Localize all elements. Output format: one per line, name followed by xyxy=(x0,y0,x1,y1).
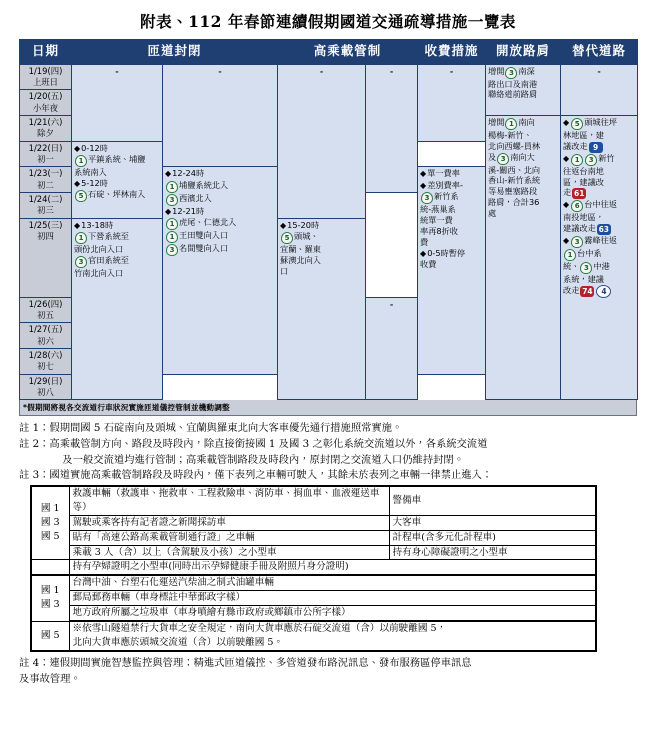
ramp-a-time1: 0-12時 xyxy=(81,142,108,153)
sm-e: 及 xyxy=(488,151,497,162)
highway-badge-icon: 5 xyxy=(571,118,583,130)
shoulder-top-c: 路出口及南港 xyxy=(488,78,538,89)
alt-i3a: 台中往返 xyxy=(584,199,617,210)
note-3 xyxy=(19,468,637,484)
alt-i4a: 霧峰往返 xyxy=(584,235,617,246)
hov-a-i2: 官田系統至 xyxy=(88,255,129,265)
header-date: 日期 xyxy=(20,40,72,65)
vehicle-left-3: 貼有「高速公路高乘載管制通行證」之車輛 xyxy=(69,530,389,545)
hov-a-i2b: 竹南北向入口 xyxy=(74,268,124,278)
hov-b-i1d: 口 xyxy=(280,265,289,276)
toll-l1: 單一費率 xyxy=(427,168,460,179)
toll-l2f: 費 xyxy=(420,236,429,247)
sm-d: 北向西螺-員林 xyxy=(488,140,541,151)
date-value: 1/27(五) xyxy=(28,324,63,335)
table-row xyxy=(31,515,596,530)
highway-badge-icon: 5 xyxy=(281,232,293,244)
highway-badge-icon: 3 xyxy=(421,192,433,204)
hov-a-i1: 下營系統至 xyxy=(88,231,129,242)
shoulder-top-cell xyxy=(486,64,561,115)
date-value: 1/19(四) xyxy=(28,65,63,76)
table-row xyxy=(31,621,596,651)
route-shield-icon: 74 xyxy=(582,287,593,297)
bullet-icon: ◆ xyxy=(563,200,570,210)
date-note: 初五 xyxy=(37,309,54,320)
ramp-b-cell xyxy=(163,167,278,374)
bullet-icon: ◆ xyxy=(420,180,427,190)
note-3-label: 註 3： xyxy=(19,469,50,482)
note-2-label: 註 2： xyxy=(19,438,50,451)
alt-i2d: 走 xyxy=(563,187,572,198)
highway-badge-icon: 1 xyxy=(571,154,583,166)
route-shield-icon: 4 xyxy=(596,285,611,298)
table-row xyxy=(31,606,596,621)
ramp-b-time2: 12-21時 xyxy=(172,205,205,216)
header-shoulder: 開放路肩 xyxy=(486,40,561,65)
date-cell xyxy=(20,141,72,167)
table-row xyxy=(31,560,596,575)
shoulder-top-b: 南深 xyxy=(518,65,535,76)
vehicle-right-3: 計程車(含多元化計程車) xyxy=(389,530,596,545)
ramp-a-time2: 5-12時 xyxy=(81,177,108,188)
bullet-icon: ◆ xyxy=(74,220,81,230)
ramp-b-dash: - xyxy=(163,64,278,167)
note-4-label: 註 4： xyxy=(19,656,50,669)
toll-l2b: 新竹系 xyxy=(434,191,459,202)
route-shield-icon: 61 xyxy=(574,189,585,199)
vehicle-right-4: 持有身心障礙證明之小型車 xyxy=(389,545,596,560)
shoulder-top-d: 聯絡道前路肩 xyxy=(488,89,538,100)
date-note: 初三 xyxy=(37,205,54,216)
date-cell xyxy=(20,115,72,141)
date-value: 1/24(二) xyxy=(28,193,63,204)
vehicle-full-row: 持有孕婦證明之小型車(同時出示孕婦健康手冊及附照片身分證明) xyxy=(69,560,596,575)
date-value: 1/21(六) xyxy=(28,116,63,127)
alt-i4c: 統、 xyxy=(563,261,580,272)
note-2-line-1: 高乘載管制方向、路段及時段內，除直接銜接國 1 及國 3 之彰化系統交流道以外，各系統交流道 xyxy=(49,438,488,451)
header-ramp-closure: 匝道封閉 xyxy=(72,40,278,65)
vehicle-left-2: 駕駛或乘客持有記者證之新聞採訪車 xyxy=(69,515,389,530)
ramp-b-i3: 虎尾、仁德北入 xyxy=(179,217,237,228)
date-note: 初四 xyxy=(37,230,54,241)
bullet-icon: ◆ xyxy=(563,153,570,163)
bullet-icon: ◆ xyxy=(420,169,427,179)
note-3-text: 國道實施高乘載管制路段及時段內，僅下表列之車輛可駛入，其餘未於表列之車輛一律禁止進入： xyxy=(49,469,493,482)
toll-l2e: 率再8折收 xyxy=(420,226,458,236)
note-1 xyxy=(19,421,637,437)
spacer-cell xyxy=(31,560,69,575)
sm-i: 等易壅塞路段 xyxy=(488,186,538,197)
alt-i2a: 新竹 xyxy=(598,152,615,163)
vehicle-row3-line-2: 北向大貨車應於頭城交流道（含）以前駛離國 5。 xyxy=(72,637,284,648)
sm-f: 南向大 xyxy=(510,151,535,162)
table-row xyxy=(20,64,638,90)
main-table-wrapper xyxy=(0,39,656,400)
note-4-line-2: 及事故管理。 xyxy=(19,672,81,685)
note-2-line-2: 及一般交流道均進行管制；高乘載管制路段及時段內，原封閉之交流道入口仍維持封閉。 xyxy=(62,453,464,466)
bullet-icon: ◆ xyxy=(74,143,81,153)
vehicle-group-2 xyxy=(31,575,69,621)
sm-g: 溪-關西、北向 xyxy=(488,164,541,175)
group-2-line-2: 國 3 xyxy=(40,599,60,611)
date-value: 1/28(六) xyxy=(28,350,63,360)
hov-b-i1: 頭城、 xyxy=(294,231,319,242)
highway-badge-icon: 3 xyxy=(166,194,178,206)
alt-i4f: 改走 xyxy=(563,285,580,296)
hov-b-cell xyxy=(278,218,366,400)
bullet-icon: ◆ xyxy=(420,248,427,258)
route-shield-icon: 9 xyxy=(589,142,603,153)
ramp-a-line2: 系統南入 xyxy=(74,167,107,178)
highway-badge-icon: 1 xyxy=(75,232,87,244)
note-1-text: 假期間國 5 石碇南向及頭城、宜蘭與羅東北向大客車優先通行措施照常實施。 xyxy=(49,422,403,435)
toll-l2c: 統-燕巢系 xyxy=(420,204,456,215)
highway-badge-icon: 1 xyxy=(564,249,576,261)
toll-cell xyxy=(418,167,486,374)
vehicle-group-1 xyxy=(31,486,69,560)
sm-h: 香山-新竹系統 xyxy=(488,175,541,186)
date-note: 除夕 xyxy=(37,128,54,139)
sm-k: 處 xyxy=(488,207,497,218)
bullet-icon: ◆ xyxy=(280,220,287,230)
alt-i1a: 頭城往坪 xyxy=(584,116,617,127)
date-value: 1/29(日) xyxy=(28,375,63,386)
toll-l3b: 收費 xyxy=(420,259,437,270)
alt-i2b: 往返台南地 xyxy=(563,165,604,176)
ramp-a-cell xyxy=(72,141,163,218)
ramp-b-i4: 王田雙向入口 xyxy=(179,230,229,241)
group-2-line-1: 國 1 xyxy=(40,585,60,597)
toll-l2d: 統單一費 xyxy=(420,215,453,226)
vehicle-row2-1: 台灣中油、台塑石化運送汽柴油之制式油罐車輛 xyxy=(69,575,596,590)
highway-badge-icon: 1 xyxy=(75,155,87,167)
date-cell xyxy=(20,374,72,400)
date-note: 初七 xyxy=(37,361,54,372)
alt-i4e: 系統，建議 xyxy=(563,274,604,285)
vehicle-right-2: 大客車 xyxy=(389,515,596,530)
date-note: 初八 xyxy=(37,387,54,398)
date-value: 1/26(四) xyxy=(28,298,63,309)
table-row xyxy=(31,575,596,590)
table-row xyxy=(31,591,596,606)
ramp-b-i5: 名間雙向入口 xyxy=(179,243,229,254)
note-2 xyxy=(19,437,637,468)
sm-a: 增開 xyxy=(488,116,505,127)
alternate-dash: - xyxy=(561,64,638,115)
note-4 xyxy=(0,652,656,688)
hov-a-cell xyxy=(72,218,163,400)
group-1-line-3: 國 5 xyxy=(40,531,60,543)
hov-a-time: 13-18時 xyxy=(81,219,114,230)
hov-a-dash: - xyxy=(278,64,366,218)
vehicle-row2-3: 地方政府所屬之垃圾車（車身噴繪有縣市政府或鄉鎮市公所字樣） xyxy=(69,606,596,621)
date-value: 1/20(五) xyxy=(28,91,63,102)
ramp-a-line1: 平鎮系統、埔鹽 xyxy=(88,154,146,165)
group-1-line-2: 國 3 xyxy=(40,517,60,528)
highway-badge-icon: 1 xyxy=(505,118,517,130)
date-cell xyxy=(20,90,72,116)
toll-l3a: 0-5時暫停 xyxy=(427,247,466,258)
vehicle-left-1: 救護車輛（救護車、拖救車、工程救險車、消防車、捐血車、血液運送車等） xyxy=(69,486,389,515)
date-cell xyxy=(20,192,72,218)
highway-badge-icon: 1 xyxy=(166,231,178,243)
toll-dash: - xyxy=(418,64,486,141)
ramp-a-line3: 石碇、坪林南入 xyxy=(88,189,146,200)
toll-l2a: 差別費率- xyxy=(427,179,463,190)
bullet-icon: ◆ xyxy=(165,169,172,179)
group-1-line-1: 國 1 xyxy=(40,502,60,514)
note-2-text xyxy=(49,437,637,468)
date-cell xyxy=(20,323,72,349)
asterisk-note: *假期間將視各交流道行車狀況實施匝道儀控管制並機動調整 xyxy=(19,400,637,416)
sm-c: 楊梅-新竹、 xyxy=(488,129,532,140)
date-cell xyxy=(20,218,72,297)
alt-i3b: 南投地區， xyxy=(563,212,604,223)
date-value: 1/25(三) xyxy=(28,219,63,230)
hov-b-dash: - xyxy=(366,64,418,192)
vehicle-row3 xyxy=(69,621,596,651)
highway-badge-icon: 3 xyxy=(75,256,87,268)
permitted-vehicles-table xyxy=(30,485,597,652)
vehicle-right-1: 警備車 xyxy=(389,486,596,515)
highway-badge-icon: 5 xyxy=(75,190,87,202)
ramp-b-i2: 西濱北入 xyxy=(179,192,212,203)
table-row xyxy=(31,486,596,515)
highway-badge-icon: 1 xyxy=(166,181,178,193)
ramp-b-time1: 12-24時 xyxy=(172,168,205,179)
alt-i4b: 台中系 xyxy=(577,248,602,259)
table-row xyxy=(31,530,596,545)
notes-section xyxy=(0,416,656,484)
note-1-label: 註 1： xyxy=(19,422,50,435)
bullet-icon: ◆ xyxy=(563,117,570,127)
hov-b-i1c: 蘇澳北向入 xyxy=(280,255,321,265)
alt-i1c: 議改走 xyxy=(563,140,588,151)
alt-i4d: 中港 xyxy=(593,261,610,272)
route-shield-icon: 63 xyxy=(598,225,610,235)
vehicle-group-3: 國 5 xyxy=(31,621,69,651)
highway-badge-icon: 1 xyxy=(166,218,178,230)
bullet-icon: ◆ xyxy=(74,178,81,188)
alternate-cell xyxy=(561,115,638,400)
date-value: 1/22(日) xyxy=(28,142,63,153)
date-note: 初六 xyxy=(37,335,54,346)
date-value: 1/23(一) xyxy=(28,168,63,179)
date-cell xyxy=(20,64,72,90)
sm-j: 路肩，合計36 xyxy=(488,197,540,208)
date-note: 小年夜 xyxy=(32,102,59,113)
note-4-line-1: 連假期間實施智慧監控與管理：精進式匝道儀控、多管道發布路況訊息、發布服務區停車訊息 xyxy=(49,656,472,669)
highway-badge-icon: 3 xyxy=(571,236,583,248)
table-header-row xyxy=(20,40,638,65)
date-cell xyxy=(20,297,72,323)
traffic-measures-table xyxy=(19,39,638,400)
hov-a-i1b: 頭份北向入口 xyxy=(74,244,124,255)
highway-badge-icon: 3 xyxy=(585,154,597,166)
alt-i1b: 林地區，建 xyxy=(563,129,604,140)
date-note: 初一 xyxy=(37,153,54,164)
ramp-a-dash: - xyxy=(72,64,163,141)
vehicle-row2-2: 郵局郵務車輛（車身標註中華郵政字樣） xyxy=(69,591,596,606)
header-alternate: 替代道路 xyxy=(561,40,638,65)
highway-badge-icon: 3 xyxy=(497,153,509,165)
ramp-a-dash-2: - xyxy=(366,297,418,400)
vehicle-row3-line-1: ※依雪山隧道禁行大貨車之安全規定，南向大貨車應於石碇交流道（含）以前駛離國 5， xyxy=(72,623,447,635)
highway-badge-icon: 3 xyxy=(166,244,178,256)
vehicle-table-wrapper xyxy=(0,484,656,652)
header-hov: 高乘載管制 xyxy=(278,40,418,65)
alt-i2c: 區，建議改 xyxy=(563,176,604,187)
date-cell xyxy=(20,349,72,375)
highway-badge-icon: 3 xyxy=(580,262,592,274)
ramp-b-i1: 埔鹽系統北入 xyxy=(179,179,229,190)
bullet-icon: ◆ xyxy=(165,206,172,216)
shoulder-top-a: 增開 xyxy=(488,65,505,76)
sm-b: 南向 xyxy=(518,116,535,127)
highway-badge-icon: 6 xyxy=(571,200,583,212)
hov-b-i1b: 宜蘭、羅東 xyxy=(280,244,321,255)
table-row xyxy=(31,545,596,560)
date-note: 上班日 xyxy=(32,76,59,87)
shoulder-main-cell xyxy=(486,115,561,400)
header-toll: 收費措施 xyxy=(418,40,486,65)
bullet-icon: ◆ xyxy=(563,236,570,246)
highway-badge-icon: 3 xyxy=(505,67,517,79)
date-cell xyxy=(20,167,72,193)
vehicle-left-4: 乘載 3 人（含）以上（含駕駛及小孩）之小型車 xyxy=(69,545,389,560)
page-title: 附表、112 年春節連續假期國道交通疏導措施一覽表 xyxy=(140,12,516,31)
alt-i3c: 建議改走 xyxy=(563,223,596,234)
date-note: 初二 xyxy=(37,179,54,190)
hov-b-time: 15-20時 xyxy=(287,219,320,230)
